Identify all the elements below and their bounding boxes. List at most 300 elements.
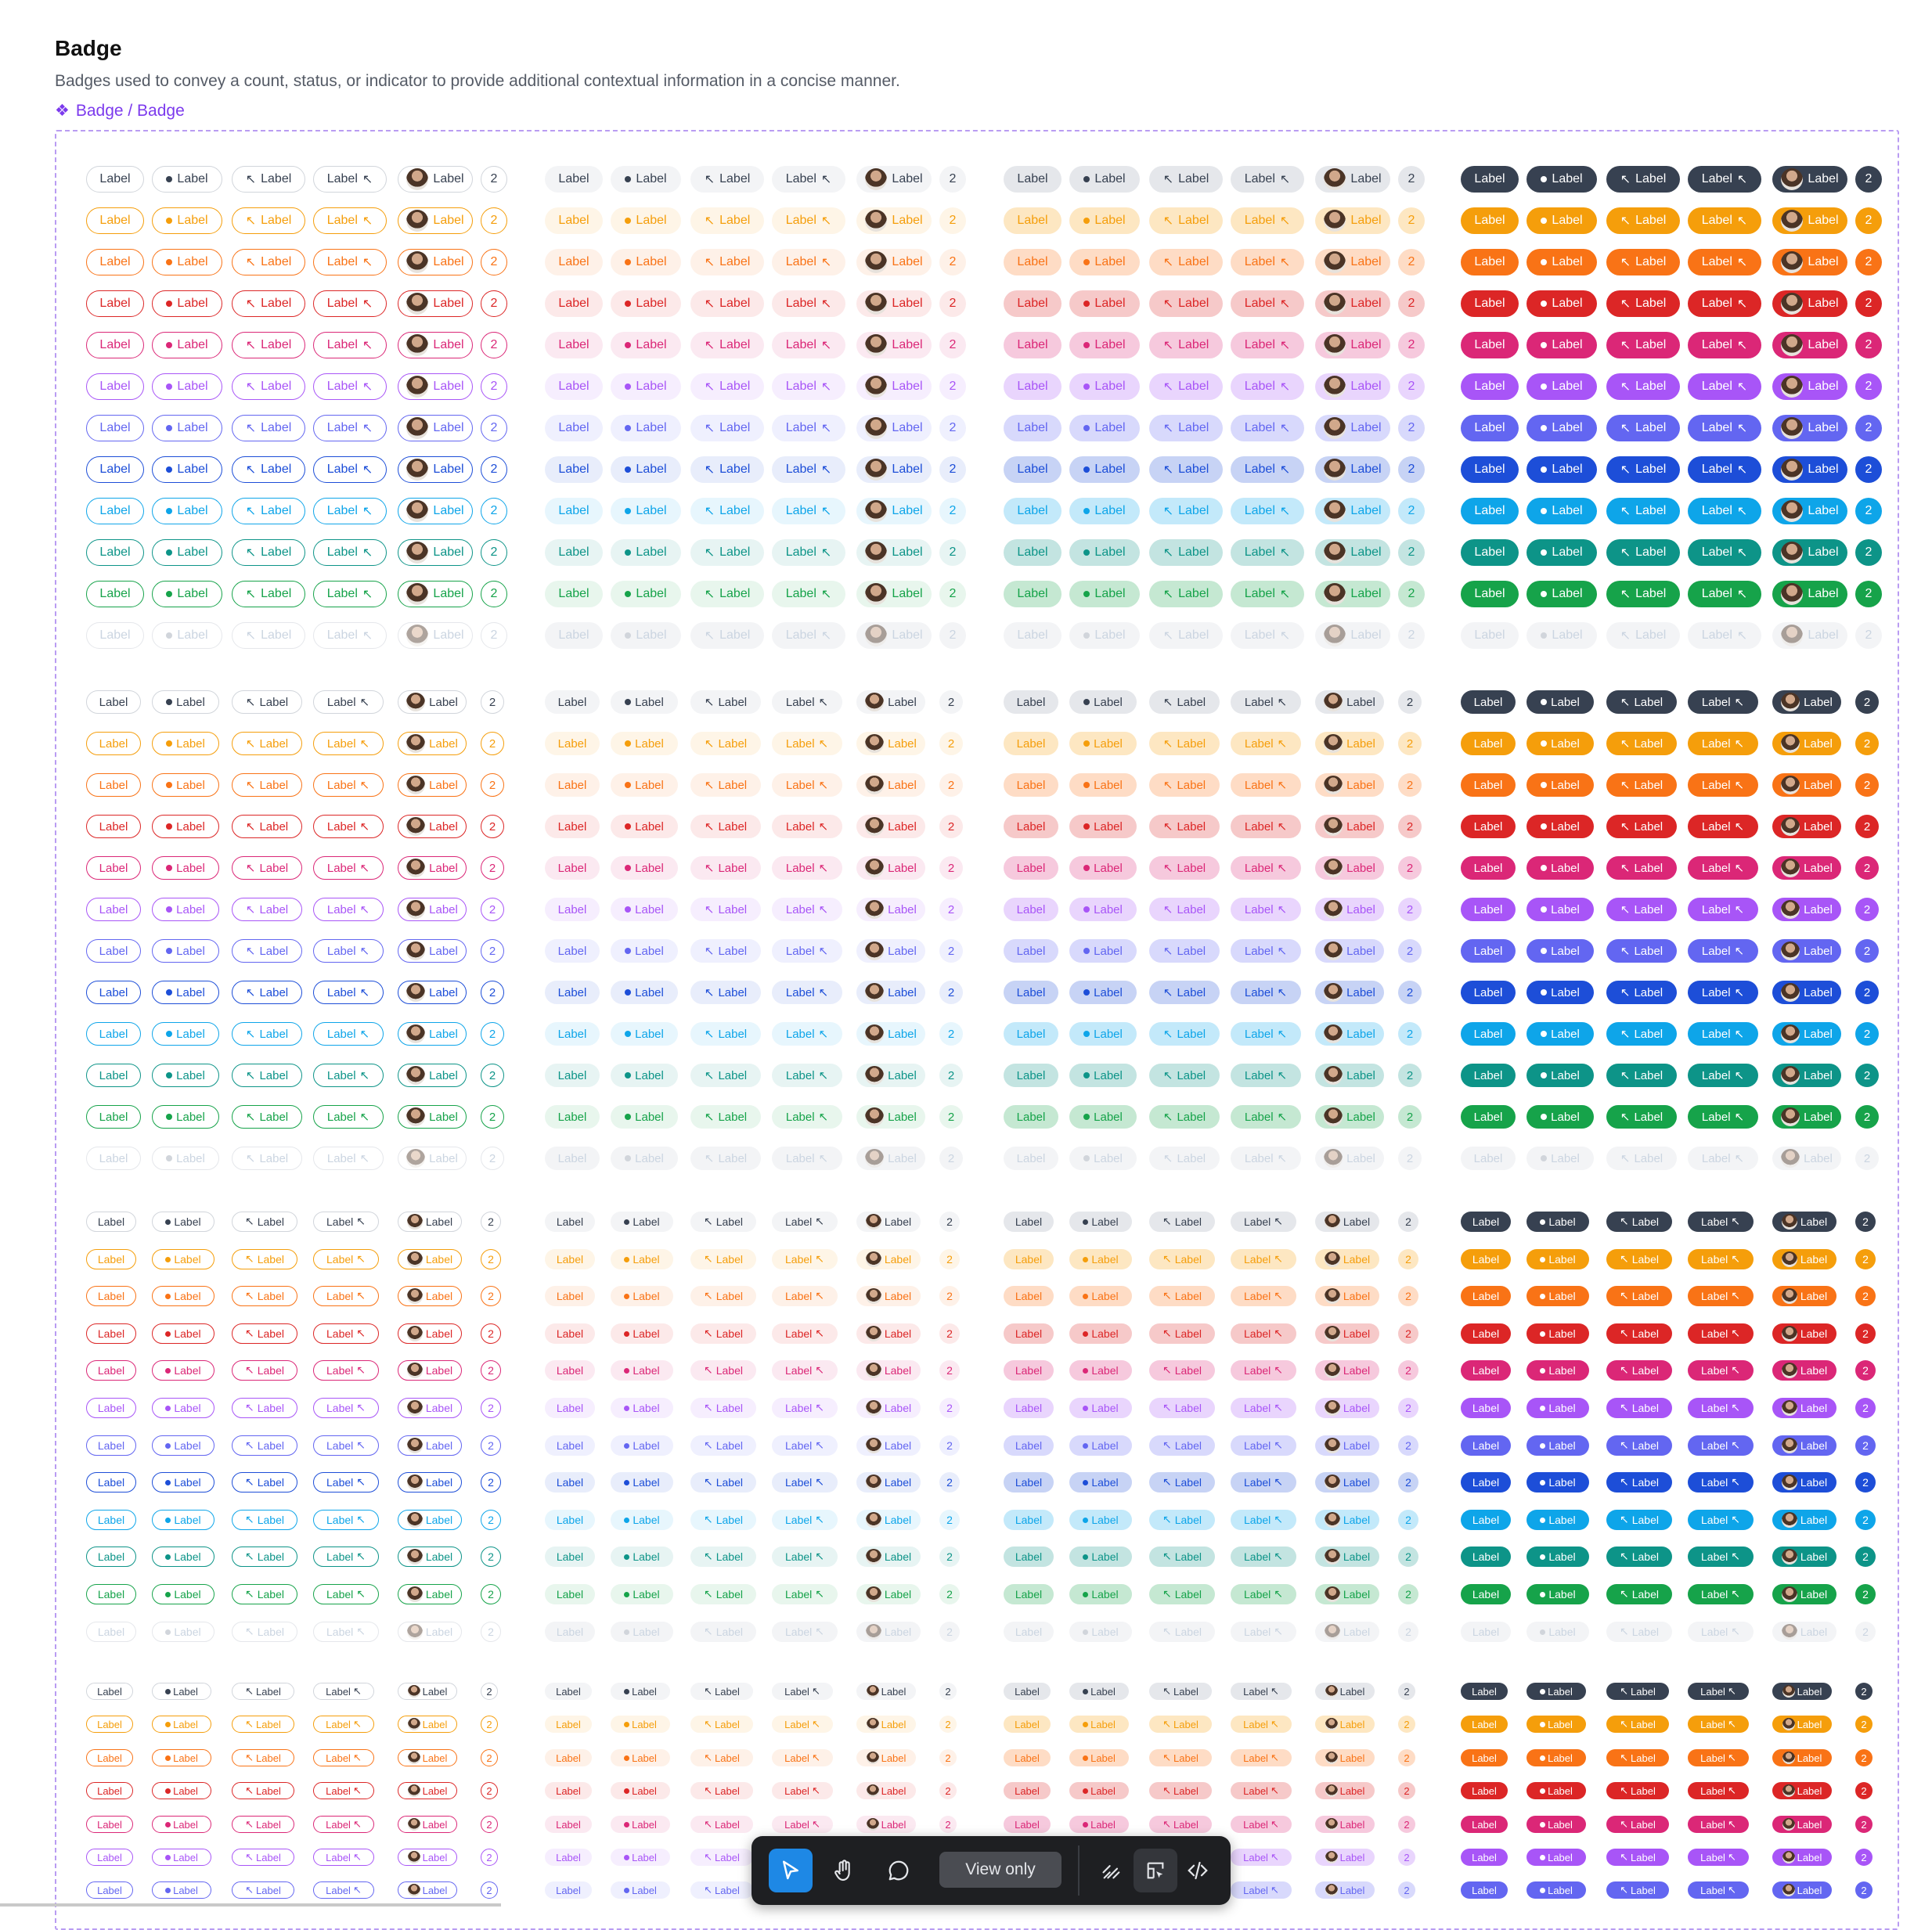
badge-count: 2 (1863, 985, 1871, 999)
badge-outline-blue-arrow-trailing (313, 981, 384, 1004)
badge-outline-disabled-dot (152, 1622, 214, 1642)
badge-medium-amber-text (1004, 732, 1058, 755)
avatar (1325, 1718, 1338, 1730)
badge-outline-violet-count (481, 939, 504, 963)
badge-label: Label (1701, 214, 1732, 227)
badge-label: Label (1804, 902, 1833, 916)
badge-label: Label (636, 628, 667, 642)
badge-solid-teal-avatar (1772, 1547, 1836, 1567)
badge-label: Label (1346, 695, 1375, 709)
status-dot-icon (624, 1629, 629, 1635)
avatar (408, 1784, 420, 1797)
badge-label: Label (718, 778, 748, 792)
badge-label: Label (1016, 1151, 1046, 1165)
badge-medium-orange-text (1004, 1749, 1051, 1766)
badge-outline-teal-text (86, 539, 144, 566)
arrow-up-left-icon: ↖ (1162, 545, 1174, 560)
badge-light-amber-arrow-trailing (772, 1716, 833, 1733)
badge-medium-violet-arrow-trailing (1231, 1435, 1296, 1456)
arrow-up-left-icon: ↖ (704, 213, 715, 228)
badge-light-green-text (545, 581, 603, 607)
avatar (406, 459, 428, 481)
badge-label: Label (1015, 1514, 1043, 1526)
badge-outline-gray-dot (152, 1212, 214, 1232)
avatar (406, 542, 428, 564)
annotate-icon[interactable] (1090, 1849, 1134, 1892)
avatar (406, 376, 428, 398)
avatar (1781, 459, 1803, 481)
badge-count: 2 (1405, 1215, 1411, 1228)
arrow-up-left-icon: ↖ (356, 1550, 366, 1563)
badge-outline-red-arrow-trailing (313, 815, 384, 838)
badge-label: Label (1343, 1626, 1371, 1638)
badge-light-pink-arrow-trailing (772, 332, 845, 358)
badge-label: Label (1631, 1718, 1656, 1730)
badge-count: 2 (486, 1752, 492, 1764)
badge-label: Label (1094, 172, 1126, 185)
badge-count: 2 (949, 214, 957, 227)
badge-medium-purple-arrow-trailing (1231, 898, 1301, 921)
badge-label: Label (1346, 1068, 1375, 1082)
badge-label: Label (635, 695, 664, 709)
arrow-up-left-icon: ↖ (818, 1109, 829, 1124)
badge-label: Label (785, 1402, 813, 1414)
badge-medium-pink-text (1004, 332, 1062, 358)
avatar (407, 1400, 423, 1416)
badge-label: Label (1634, 985, 1663, 999)
badge-outline-gray-count (481, 166, 507, 193)
badge-light-gray-avatar (856, 1683, 916, 1700)
badge-label: Label (1472, 1851, 1497, 1863)
badge-count: 2 (1865, 297, 1873, 310)
inspect-icon[interactable] (1134, 1849, 1177, 1892)
badge-solid-violet-arrow-trailing (1688, 1435, 1754, 1456)
badge-label: Label (1701, 172, 1732, 185)
badge-light-pink-count (939, 1360, 960, 1381)
badge-outline-orange-count (481, 773, 504, 797)
badge-label: Label (1473, 695, 1503, 709)
hand-icon[interactable] (822, 1849, 866, 1892)
avatar (1782, 1685, 1795, 1698)
badge-count: 2 (1408, 463, 1415, 476)
arrow-up-left-icon: ↖ (704, 1476, 713, 1489)
badge-light-gray-arrow-leading (690, 690, 761, 714)
badge-light-blue-avatar (856, 1472, 921, 1493)
badge-solid-blue-dot (1526, 1472, 1589, 1493)
badge-label: Label (635, 819, 664, 834)
status-dot-icon (625, 218, 631, 224)
badge-label: Label (556, 1364, 584, 1377)
status-dot-icon (1083, 1554, 1088, 1560)
badge-light-disabled-count (939, 622, 966, 649)
avatar (1324, 1024, 1343, 1043)
badge-label: Label (1631, 1290, 1659, 1302)
badge-label: Label (257, 1327, 284, 1340)
badge-label: Label (1094, 985, 1123, 999)
arrow-up-left-icon: ↖ (245, 462, 257, 477)
badge-label: Label (259, 944, 289, 958)
avatar (1781, 1107, 1800, 1126)
badge-solid-purple-dot (1526, 373, 1597, 400)
badge-label: Label (1015, 1752, 1040, 1764)
badge-label: Label (1551, 1151, 1580, 1165)
badge-label: Label (257, 1290, 284, 1302)
badge-label: Label (1091, 1514, 1119, 1526)
badge-label: Label (1473, 819, 1503, 834)
arrow-up-left-icon: ↖ (1162, 586, 1174, 601)
badge-count: 2 (1408, 214, 1415, 227)
badge-light-violet-arrow-trailing (772, 415, 845, 441)
badge-outline-amber-arrow-trailing (313, 1716, 374, 1733)
avatar (865, 693, 884, 711)
badge-solid-pink-count (1855, 856, 1879, 880)
badge-label: Label (1634, 944, 1663, 958)
badge-outline-disabled-arrow-trailing (313, 1622, 379, 1642)
badge-solid-teal-avatar (1772, 539, 1847, 566)
badge-medium-teal-avatar (1315, 539, 1390, 566)
arrow-up-left-icon: ↖ (1727, 1851, 1736, 1863)
badge-solid-red-dot (1526, 290, 1597, 317)
badge-label: Label (715, 1364, 743, 1377)
badge-label: Label (784, 1685, 809, 1698)
arrow-up-left-icon: ↖ (1736, 337, 1748, 352)
badge-medium-gray-dot (1069, 690, 1137, 714)
badge-label: Label (1804, 861, 1833, 875)
avatar (865, 734, 884, 753)
avatar (406, 1066, 425, 1085)
badge-label: Label (1177, 778, 1206, 792)
badge-count: 2 (1404, 1884, 1410, 1896)
badge-label: Label (784, 1784, 809, 1797)
badge-light-pink-dot (611, 1360, 673, 1381)
badge-medium-purple-count (1398, 1849, 1415, 1866)
avatar (1324, 210, 1346, 232)
badge-medium-teal-dot (1069, 1064, 1137, 1087)
badge-light-orange-arrow-trailing (772, 1749, 833, 1766)
badge-medium-sky-text (1004, 1022, 1058, 1046)
avatar (1781, 417, 1803, 439)
badge-count: 2 (1406, 695, 1414, 709)
avatar (406, 817, 425, 836)
badge-label: Label (1173, 1752, 1198, 1764)
badge-medium-disabled-count (1398, 1622, 1418, 1642)
badge-solid-sky-dot (1526, 1022, 1594, 1046)
badge-label: Label (1017, 587, 1048, 600)
badge-label: Label (633, 1588, 660, 1601)
status-dot-icon (1541, 218, 1547, 224)
badge-solid-disabled-arrow-leading (1606, 1622, 1672, 1642)
badge-solid-green-arrow-trailing (1688, 1105, 1758, 1129)
badge-label: Label (1339, 1718, 1365, 1730)
badge-medium-pink-dot (1069, 856, 1137, 880)
badge-label: Label (892, 463, 923, 476)
badge-light-red-dot (611, 1782, 670, 1799)
badge-label: Label (892, 214, 923, 227)
badge-label: Label (1473, 861, 1503, 875)
badge-outline-purple-text (86, 373, 144, 400)
badge-solid-violet-arrow-trailing (1688, 939, 1758, 963)
badge-count: 2 (1406, 1027, 1414, 1041)
badge-label: Label (176, 1151, 205, 1165)
badge-label: Label (633, 1514, 660, 1526)
badge-label: Label (785, 297, 816, 310)
avatar (867, 1752, 879, 1764)
badge-light-sky-count (939, 1510, 960, 1530)
status-dot-icon (165, 1331, 171, 1337)
badge-light-violet-count (939, 939, 963, 963)
badge-label: Label (1091, 1253, 1119, 1266)
badge-outline-sky-avatar (398, 498, 473, 524)
badge-label: Label (1090, 1718, 1116, 1730)
badge-label: Label (884, 1476, 912, 1489)
badge-label: Label (1090, 1685, 1116, 1698)
badge-label: Label (1800, 1364, 1828, 1377)
badge-count: 2 (1406, 1110, 1414, 1124)
status-dot-icon (1541, 948, 1547, 954)
badge-count: 2 (1405, 1514, 1411, 1526)
badge-label: Label (1244, 778, 1274, 792)
badge-medium-purple-arrow-leading (1149, 1398, 1215, 1418)
badge-solid-sky-arrow-trailing (1688, 1022, 1758, 1046)
badge-light-amber-arrow-leading (690, 207, 764, 234)
badge-label: Label (1473, 736, 1503, 751)
badge-label: Label (1551, 944, 1580, 958)
badge-outline-blue-avatar (398, 456, 473, 483)
arrow-up-left-icon: ↖ (356, 1439, 366, 1452)
badge-label: Label (1015, 1718, 1040, 1730)
badge-outline-disabled-arrow-trailing (313, 622, 387, 649)
badge-medium-amber-avatar (1315, 732, 1384, 755)
badge-solid-red-avatar (1772, 1323, 1836, 1344)
badge-outline-disabled-arrow-leading (232, 622, 305, 649)
badge-label: Label (633, 1439, 660, 1452)
badge-solid-gray-text (1461, 166, 1519, 193)
badge-medium-teal-text (1004, 1547, 1054, 1567)
avatar (1782, 1624, 1797, 1640)
avatar (407, 1363, 423, 1378)
badge-solid-green-count (1855, 1584, 1876, 1604)
badge-label: Label (557, 819, 587, 834)
arrow-up-left-icon: ↖ (815, 1514, 824, 1526)
badge-outline-orange-text (86, 249, 144, 275)
status-dot-icon (1540, 1788, 1545, 1794)
badge-solid-violet-arrow-trailing (1688, 415, 1761, 441)
arrow-up-left-icon: ↖ (1620, 1109, 1631, 1124)
badge-count: 2 (488, 861, 496, 875)
badge-light-amber-avatar (856, 1716, 916, 1733)
arrow-up-left-icon: ↖ (359, 736, 370, 751)
view-only-button[interactable]: View only (939, 1852, 1062, 1888)
badge-solid-pink-arrow-trailing (1688, 1360, 1754, 1381)
badge-light-teal-text (545, 1064, 600, 1087)
arrow-up-left-icon: ↖ (1620, 462, 1631, 477)
badge-label: Label (425, 1290, 453, 1302)
badge-solid-amber-dot (1526, 732, 1594, 755)
arrow-up-left-icon: ↖ (1274, 1402, 1283, 1414)
arrow-up-left-icon: ↖ (245, 1818, 254, 1831)
badge-label: Label (715, 1588, 743, 1601)
badge-medium-sky-count (1398, 498, 1425, 524)
status-dot-icon (625, 1031, 631, 1037)
status-dot-icon (1541, 342, 1547, 348)
badge-label: Label (1350, 338, 1382, 351)
badge-outline-sky-dot (152, 498, 222, 524)
badge-label: Label (892, 587, 923, 600)
avatar (865, 859, 884, 877)
badge-label: Label (718, 902, 748, 916)
avatar (1781, 542, 1803, 564)
badge-label: Label (1173, 1818, 1198, 1831)
arrow-up-left-icon: ↖ (1620, 819, 1631, 834)
badge-light-gray-avatar (856, 1212, 921, 1232)
avatar (408, 1685, 420, 1698)
badge-light-purple-dot (611, 1849, 670, 1866)
badge-count: 2 (1406, 861, 1414, 875)
badge-solid-teal-dot (1526, 1064, 1594, 1087)
status-dot-icon (166, 1155, 172, 1161)
cursor-icon[interactable] (769, 1849, 813, 1892)
arrow-up-left-icon: ↖ (1620, 1290, 1629, 1302)
arrow-up-left-icon: ↖ (1734, 1150, 1745, 1165)
arrow-up-left-icon: ↖ (1162, 694, 1173, 709)
badge-medium-green-text (1004, 581, 1062, 607)
badge-label: Label (433, 546, 464, 559)
arrow-up-left-icon: ↖ (704, 1439, 713, 1452)
badge-count: 2 (1862, 1626, 1869, 1638)
avatar (1782, 1586, 1797, 1602)
component-link[interactable] (55, 101, 185, 121)
avatar (866, 1475, 881, 1490)
badge-light-blue-count (939, 981, 963, 1004)
status-dot-icon (1540, 1257, 1545, 1262)
badge-solid-pink-avatar (1772, 856, 1841, 880)
badge-label: Label (635, 1151, 664, 1165)
badge-medium-sky-arrow-leading (1149, 1022, 1220, 1046)
badge-medium-orange-arrow-leading (1149, 1749, 1212, 1766)
badge-outline-pink-arrow-leading (232, 332, 305, 358)
badge-label: Label (1701, 1110, 1731, 1124)
status-dot-icon (1540, 1406, 1545, 1411)
badge-label: Label (636, 214, 667, 227)
badge-label: Label (261, 172, 292, 185)
badge-count: 2 (949, 172, 957, 185)
badge-solid-gray-dot (1526, 1212, 1589, 1232)
badge-label: Label (1701, 944, 1731, 958)
avatar (1782, 1784, 1795, 1797)
badge-solid-purple-text (1461, 373, 1519, 400)
badge-solid-disabled-arrow-trailing (1688, 1622, 1754, 1642)
badge-label: Label (261, 587, 292, 600)
badge-label: Label (256, 1884, 281, 1896)
arrow-up-left-icon: ↖ (1162, 1626, 1172, 1638)
badge-solid-sky-text (1461, 1022, 1516, 1046)
badge-label: Label (433, 504, 464, 517)
badge-solid-teal-arrow-trailing (1688, 1064, 1758, 1087)
badge-outline-amber-text (86, 732, 141, 755)
badge-label: Label (259, 1068, 289, 1082)
arrow-up-left-icon: ↖ (1162, 1685, 1172, 1698)
badge-solid-pink-dot (1526, 856, 1594, 880)
badge-light-disabled-arrow-leading (690, 622, 764, 649)
badge-solid-blue-text (1461, 456, 1519, 483)
comment-icon[interactable] (877, 1849, 921, 1892)
badge-label: Label (1634, 778, 1663, 792)
badge-label: Label (1174, 1215, 1202, 1228)
arrow-up-left-icon: ↖ (1620, 1327, 1629, 1340)
arrow-up-left-icon: ↖ (1162, 213, 1174, 228)
badge-light-orange-count (939, 1286, 960, 1306)
arrow-up-left-icon: ↖ (1277, 777, 1288, 792)
horizontal-scrollbar[interactable] (0, 1903, 501, 1907)
badge-medium-amber-text (1004, 1716, 1051, 1733)
badge-light-blue-dot (611, 1472, 673, 1493)
arrow-up-left-icon: ↖ (815, 1215, 824, 1228)
status-dot-icon (625, 948, 631, 954)
badge-label: Label (1178, 628, 1209, 642)
arrow-up-left-icon: ↖ (704, 337, 715, 352)
status-dot-icon (624, 1689, 629, 1694)
badge-outline-green-count (481, 1105, 504, 1129)
badge-medium-amber-arrow-trailing (1231, 1716, 1292, 1733)
avatar (1324, 776, 1343, 794)
badge-medium-amber-arrow-trailing (1231, 207, 1304, 234)
badge-label: Label (1552, 380, 1583, 393)
arrow-up-left-icon: ↖ (1727, 1784, 1736, 1797)
badge-medium-green-avatar (1315, 581, 1390, 607)
badge-label: Label (1804, 778, 1833, 792)
badge-count: 2 (947, 1151, 955, 1165)
badge-count: 2 (1863, 944, 1871, 958)
badge-outline-pink-dot (152, 332, 222, 358)
badge-outline-amber-text (86, 1249, 136, 1269)
badge-medium-gray-arrow-trailing (1231, 690, 1301, 714)
badge-medium-violet-avatar (1315, 1881, 1375, 1899)
status-dot-icon (165, 1554, 171, 1560)
badge-solid-amber-count (1855, 1249, 1876, 1269)
badge-label: Label (1700, 1818, 1725, 1831)
badge-medium-blue-dot (1069, 456, 1140, 483)
badge-medium-blue-count (1398, 456, 1425, 483)
badge-label: Label (718, 985, 748, 999)
badge-label: Label (715, 1685, 740, 1698)
badge-label: Label (1350, 628, 1382, 642)
arrow-up-left-icon: ↖ (1731, 1402, 1740, 1414)
badge-light-pink-avatar (856, 332, 932, 358)
status-dot-icon (625, 1072, 631, 1078)
badge-medium-teal-dot (1069, 1547, 1132, 1567)
badge-light-purple-arrow-trailing (772, 373, 845, 400)
badge-outline-amber-avatar (398, 732, 467, 755)
badge-medium-sky-count (1398, 1022, 1422, 1046)
badge-medium-pink-arrow-trailing (1231, 856, 1301, 880)
badge-light-teal-arrow-trailing (772, 539, 845, 566)
code-icon[interactable] (1176, 1849, 1220, 1892)
badge-label: Label (173, 1752, 198, 1764)
badge-solid-pink-arrow-trailing (1688, 856, 1758, 880)
arrow-up-left-icon: ↖ (820, 462, 832, 477)
badge-label: Label (1474, 172, 1505, 185)
badge-solid-disabled-dot (1526, 1147, 1594, 1170)
badge-outline-amber-count (481, 1716, 498, 1733)
badge-outline-blue-count (481, 1472, 501, 1493)
avatar (867, 1718, 879, 1730)
badge-label: Label (719, 214, 751, 227)
badge-label: Label (1635, 214, 1667, 227)
badge-label: Label (1244, 1027, 1274, 1041)
arrow-up-left-icon: ↖ (704, 1588, 713, 1601)
badge-solid-gray-avatar (1772, 1683, 1832, 1700)
badge-solid-violet-count (1855, 1435, 1876, 1456)
